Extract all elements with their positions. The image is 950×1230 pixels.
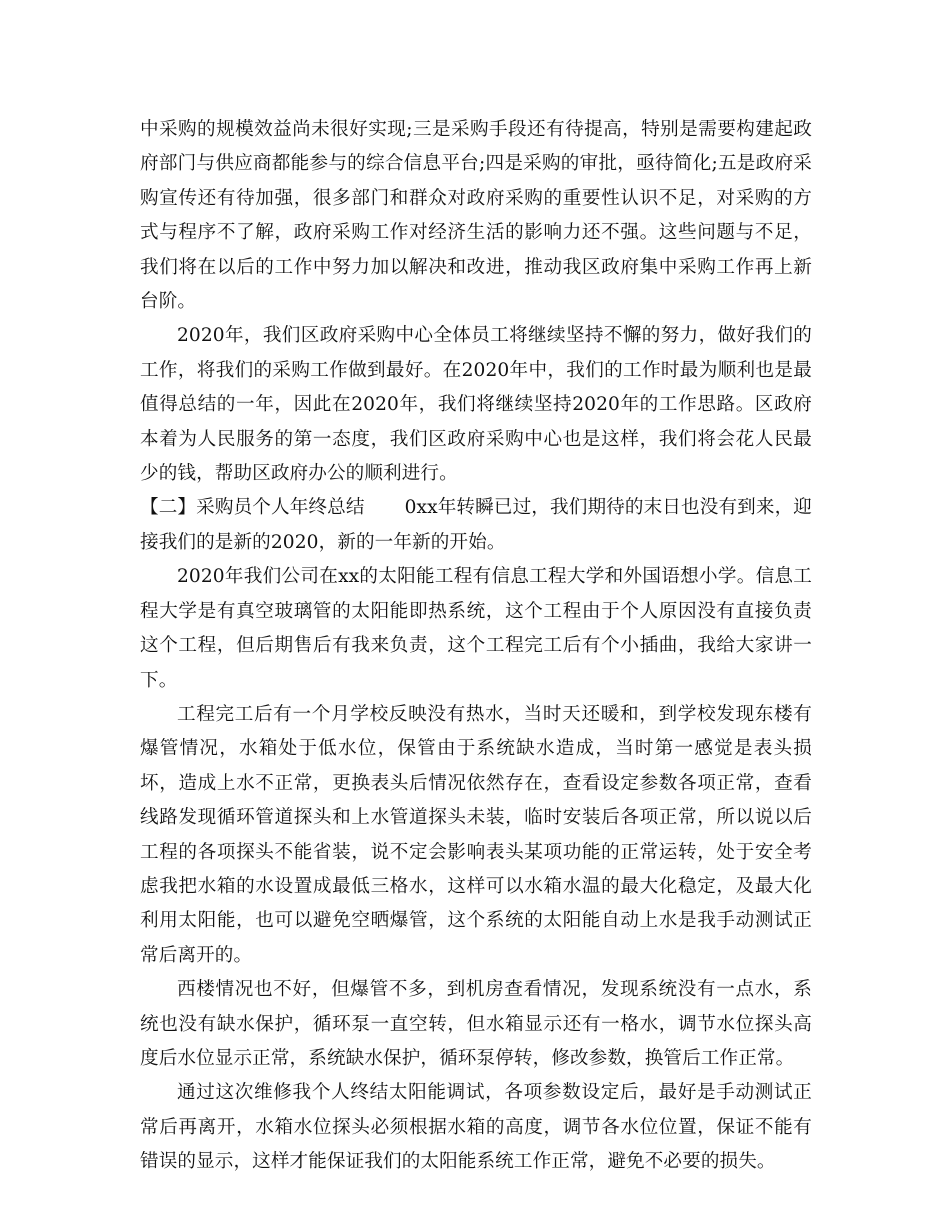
section-heading: 【二】采购员个人年终总结 xyxy=(140,497,365,519)
paragraph-west-building-repair: 西楼情况也不好，但爆管不多，到机房查看情况，发现系统没有一点水，系统也没有缺水保护，循环泵一直空转，但水箱显示还有一格水，调节水位探头高度后水位显示正常，系统缺水保护，循环泵停转，修改参数，换管后工作正常。 xyxy=(140,979,812,1069)
paragraph-solar-projects: 2020年我们公司在xx的太阳能工程有信息工程大学和外国语想小学。信息工程大学是有真空玻璃管的太阳能即热系统，这个工程由于个人原因没有直接负责这个工程，但后期售后有我来负责，这个工程完工后有个小插曲，我给大家讲一下。 xyxy=(140,566,812,691)
document-body xyxy=(140,113,812,1180)
paragraph-east-building-repair: 工程完工后有一个月学校反映没有热水，当时天还暖和，到学校发现东楼有爆管情况，水箱处于低水位，保管由于系统缺水造成，当时第一感觉是表头损坏，造成上水不正常，更换表头后情况依然存在，查看设定参数各项正常，查看线路发现循环管道探头和上水管道探头未装，临时安装后各项正常，所以说以后工程的各项探头不能省装，说不定会影响表头某项功能的正常运转，处于安全考虑我把水箱的水设置成最低三格水，这样可以水箱水温的最大化稳定，及最大化利用太阳能，也可以避免空晒爆管，这个系统的太阳能自动上水是我手动测试正常后离开的。 xyxy=(140,703,812,966)
section-two-intro xyxy=(140,491,812,560)
paragraph-lessons-learned: 通过这次维修我个人终结太阳能调试，各项参数设定后，最好是手动测试正常后再离开，水箱水位探头必须根据水箱的高度，调节各水位位置，保证不能有错误的显示，这样才能保证我们的太阳能系统工作正常，避免不必要的损失。 xyxy=(140,1082,812,1173)
paragraph-2020-plan: 2020年，我们区政府采购中心全体员工将继续坚持不懈的努力，做好我们的工作，将我们的采购工作做到最好。在2020年中，我们的工作时最为顺利也是最值得总结的一年，因此在2020年，我们将继续坚持2020年的工作思路。区政府本着为人民服务的第一态度，我们区政府采购中心也是这样，我们将会花人民最少的钱，帮助区政府办公的顺利进行。 xyxy=(140,325,812,485)
paragraph-procurement-issues: 中采购的规模效益尚未很好实现;三是采购手段还有待提高，特别是需要构建起政府部门与供应商都能参与的综合信息平台;四是采购的审批，亟待简化;五是政府采购宣传还有待加强，很多部门和群众对政府采购的重要性认识不足，对采购的方式与程序不了解，政府采购工作对经济生活的影响力还不强。这些问题与不足，我们将在以后的工作中努力加以解决和改进，推动我区政府集中采购工作再上新台阶。 xyxy=(140,119,812,313)
section-intro-text: 0xx年转瞬已过，我们期待的末日也没有到来，迎接我们的是新的2020，新的一年新的开始。 xyxy=(140,497,813,553)
